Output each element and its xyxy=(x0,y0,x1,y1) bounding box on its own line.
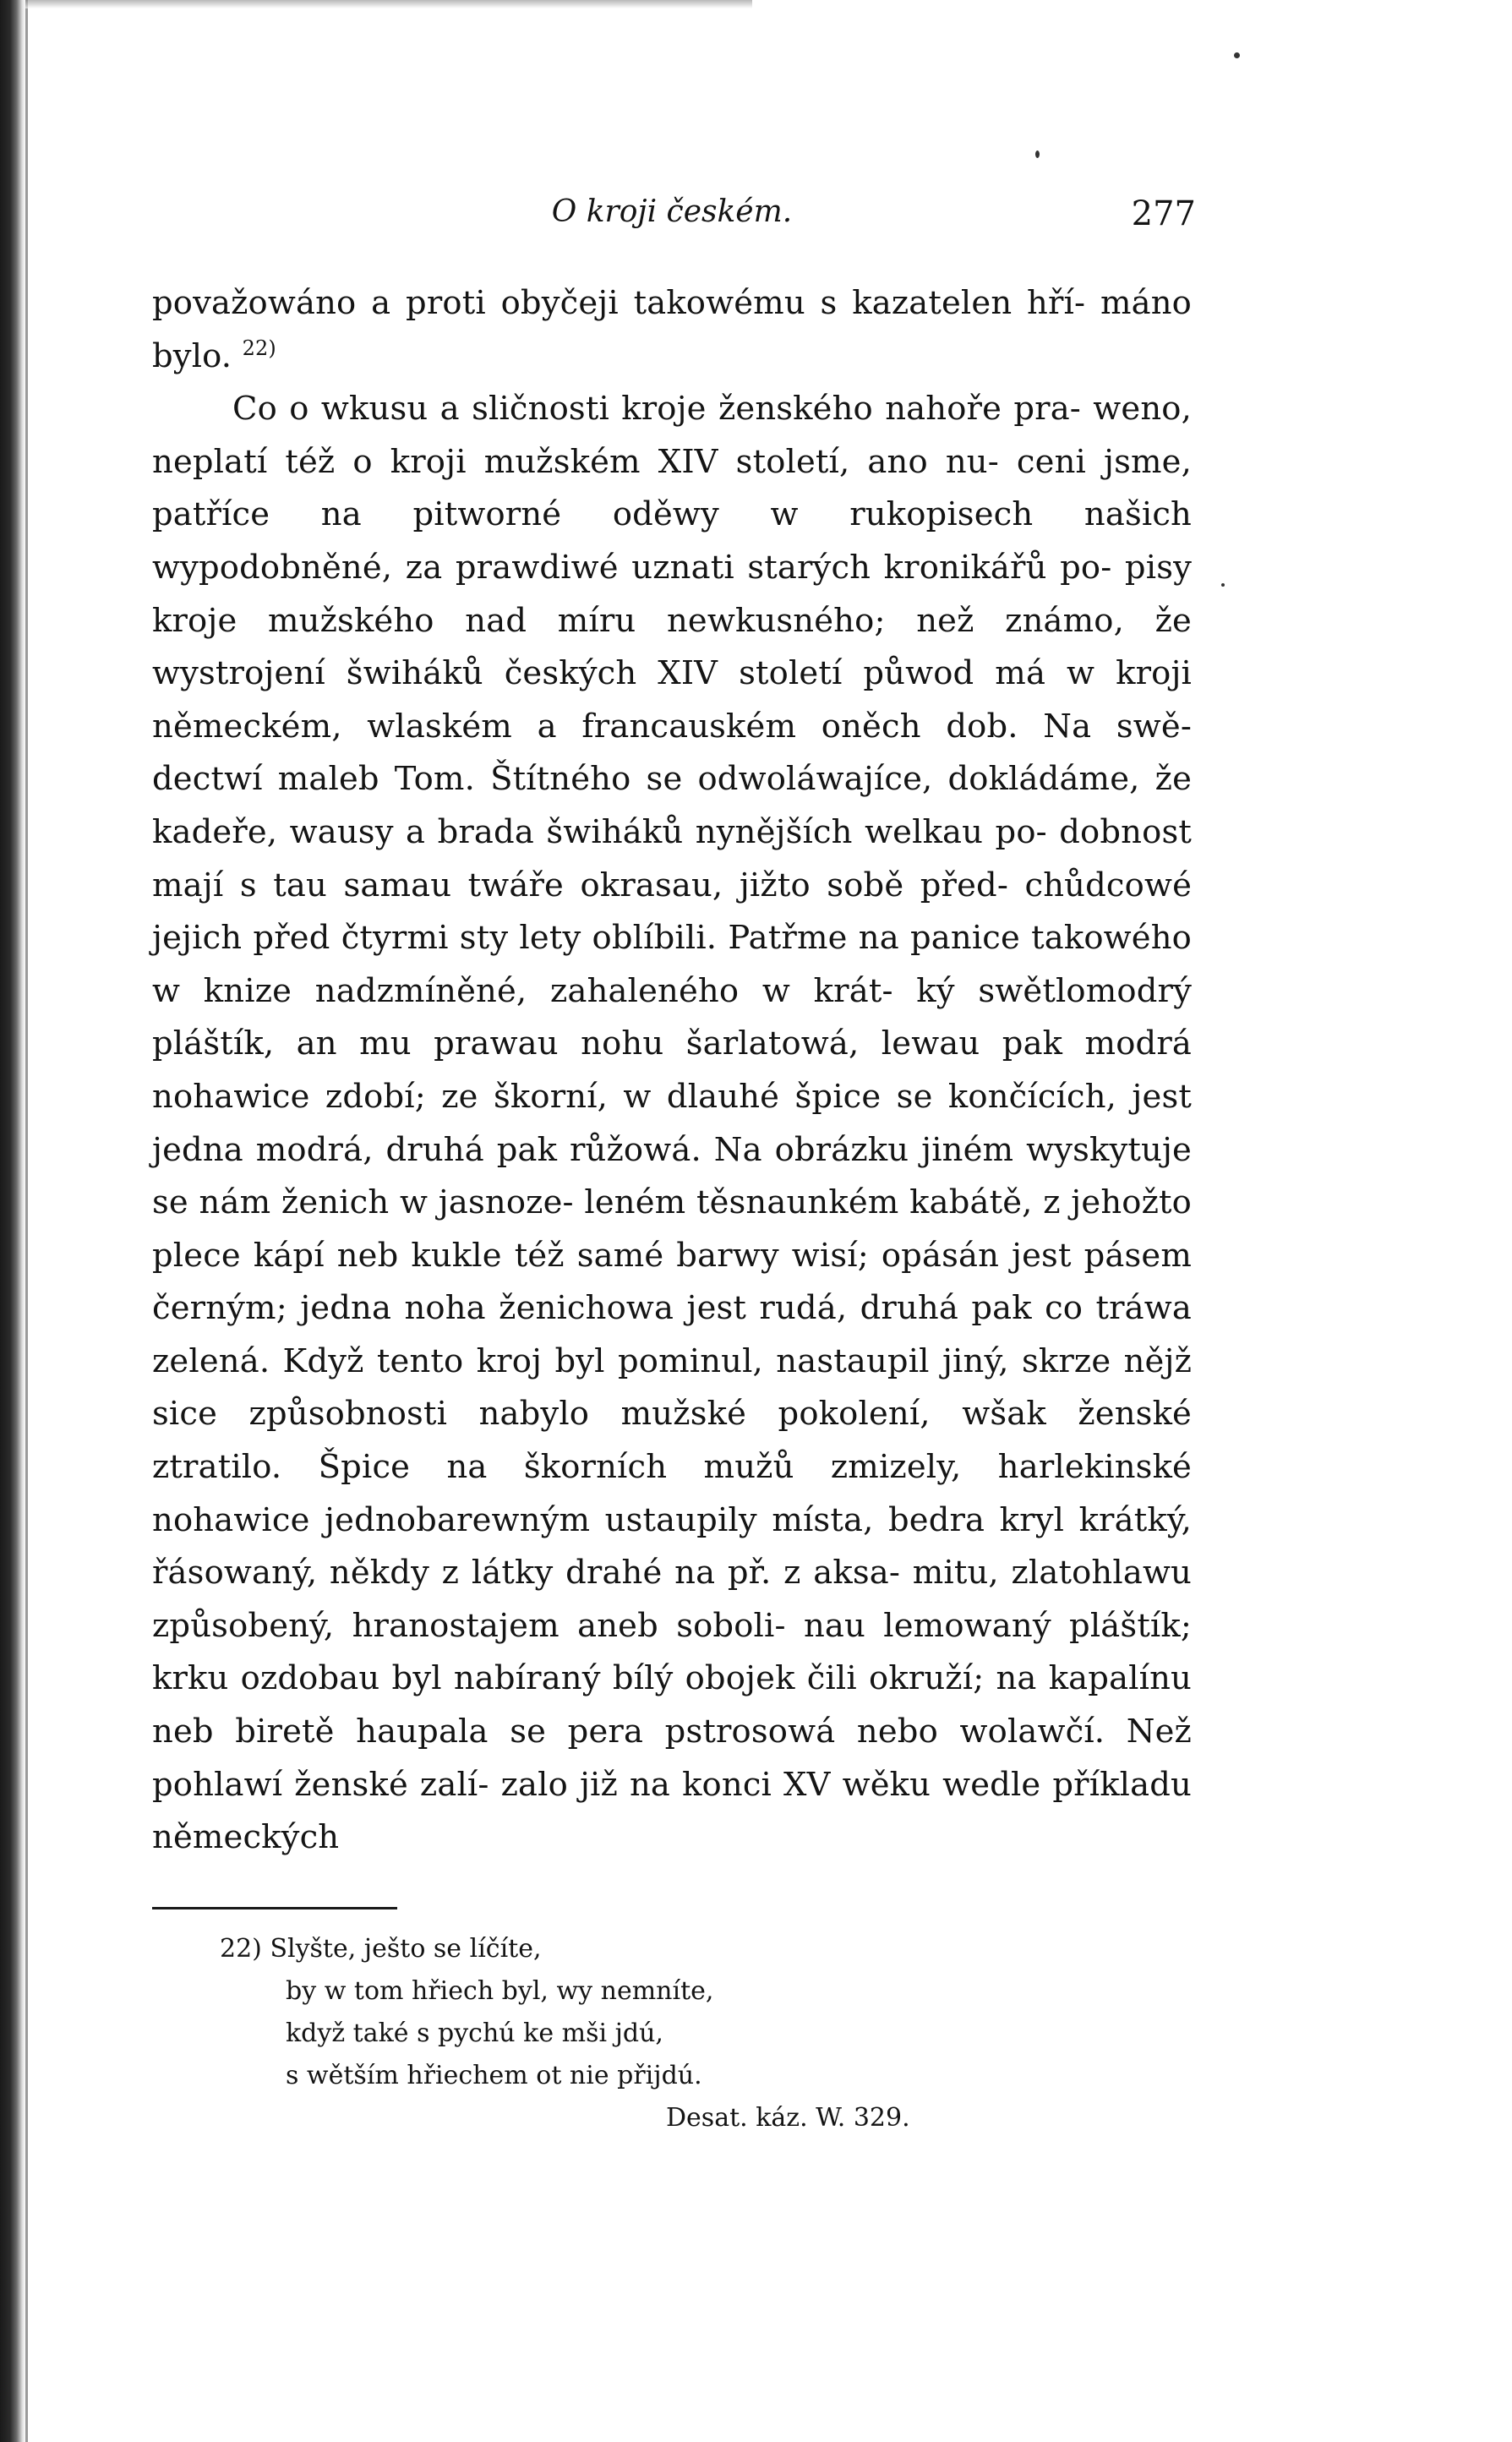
footnote-verse-2: by w tom hřiech byl, wy nemníte, xyxy=(286,1975,714,2006)
footnote-verse-1: Slyšte, ješto se líčíte, xyxy=(270,1933,542,1964)
scan-speck xyxy=(1234,52,1240,58)
book-page xyxy=(152,194,1196,2139)
footnote-number: 22) xyxy=(220,1933,262,1964)
running-title: O kroji českém. xyxy=(551,194,793,229)
paragraph-1-text: považowáno a proti obyčeji takowému s kazatelen hří- máno bylo. xyxy=(152,284,1192,375)
footnote-divider xyxy=(152,1907,397,1909)
footnote-verse-3: když také s pychú ke mši jdú, xyxy=(286,2018,663,2048)
footnote-verse-4: s wětším hřiechem ot nie přijdú. xyxy=(286,2060,702,2090)
book-binding-edge xyxy=(0,0,25,2442)
footnote xyxy=(220,1928,1192,2139)
footnote-source: Desat. káz. W. 329. xyxy=(666,2102,910,2133)
scan-top-edge xyxy=(25,0,752,8)
footnote-reference: 22) xyxy=(242,336,276,360)
scan-speck xyxy=(1035,150,1040,158)
page-header xyxy=(152,194,1196,245)
paragraph-1 xyxy=(152,277,1192,383)
body-text xyxy=(152,277,1192,1865)
footnote-line-1 xyxy=(220,1928,1192,1970)
page-edge-line xyxy=(25,0,28,2442)
scan-speck xyxy=(1221,583,1225,587)
page-number: 277 xyxy=(1131,194,1196,233)
paragraph-2: Co o wkusu a sličnosti kroje ženského nahoře pra- weno, neplatí též o kroji mužském XIV století, ano nu- ceni jsme, patříce na pitworné oděwy w rukopisech našich wypodobněné, za prawdiwé uznati starých kronikářů po- pisy kroje mužského nad míru newkusného; než známo, že wystrojení šwiháků českých XIV století půwod má w kroji německém, wlaském a francauském oněch dob. Na swě- dectwí maleb Tom. Štítného se odwoláwajíce, dokládáme, že kadeře, wausy a brada šwiháků nynějších welkau po- dobnost mají s tau samau twáře okrasau, jižto sobě před- chůdcowé jejich před čtyrmi sty lety oblíbili. Patřme na panice takowého w knize nadzmíněné, zahaleného w krát- ký swětlomodrý pláštík, an mu prawau nohu šarlatowá, lewau pak modrá nohawice zdobí; ze škorní, w dlauhé špice se končících, jest jedna modrá, druhá pak růžowá. Na obrázku jiném wyskytuje se nám ženich w jasnoze- leném těsnaunkém kabátě, z jehožto plece kápí neb kukle též samé barwy wisí; opásán jest pásem černým; jedna noha ženichowa jest rudá, druhá pak co tráwa zelená. Když tento kroj byl pominul, nastaupil jiný, skrze nějž sice způsobnosti nabylo mužské pokolení, wšak ženské ztratilo. Špice na škorních mužů zmizely, harlekinské nohawice jednobarewným ustaupily místa, bedra kryl krátký, řásowaný, někdy z látky drahé na př. z aksa- mitu, zlatohlawu způsobený, hranostajem aneb soboli- nau lemowaný pláštík; krku ozdobau byl nabíraný bílý obojek čili okruží; na kapalínu neb biretě haupala se pera pstrosowá nebo wolawčí. Než pohlawí ženské zalí- zalo již na konci XV wěku wedle příkladu německých xyxy=(152,390,1192,1857)
